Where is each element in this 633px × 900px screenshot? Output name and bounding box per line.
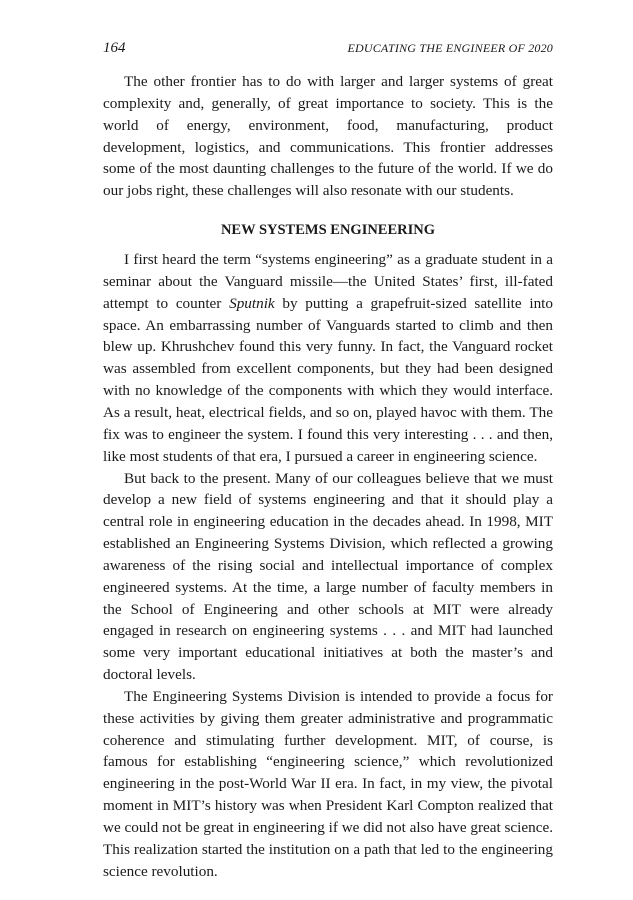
sputnik-italic: Sputnik	[229, 294, 275, 312]
page-number: 164	[103, 40, 126, 56]
paragraph-2-text-before: I first heard the term “systems engineering” as a graduate student in a seminar about the Vanguard missile—the United States’ first, ill-fated attempt to counter	[103, 251, 553, 312]
paragraph-1: The other frontier has to do with larger and larger systems of great complexity and, generally, of great importance to society. This is the world of energy, environment, food, manufacturing, product development, logistics, and communications. This frontier addresses some of the most daunting challenges to the future of the world. If we do our jobs right, these challenges will also resonate with our students.	[103, 73, 553, 200]
page-body	[103, 71, 553, 883]
section-heading: NEW SYSTEMS ENGINEERING	[220, 222, 436, 239]
paragraph-4: The Engineering Systems Division is intended to provide a focus for these activities by giving them greater administrative and programmatic coherence and stimulating further development. MIT, of course, is famous for establishing “engineering science,” which revolutionized engineering in the post-World War II era. In fact, in my view, the pivotal moment in MIT’s history was when President Karl Compton realized that we could not be great in engineering if we did not also have great science. This realization started the institution on a path that led to the engineering science revolution.	[103, 687, 553, 880]
paragraph-2-text-after: by putting a grapefruit-sized satellite into space. An embarrassing number of Vanguards started to climb and then blew up. Khrushchev found this very funny. In fact, the Vanguard rocket was assembled from excellent components, but they had been designed with no knowledge of the components with which they would interface. As a result, heat, electrical fields, and so on, played havoc with them. The fix was to engineer the system. I found this very interesting . . . and then, like most students of that era, I pursued a career in engineering science.	[103, 294, 553, 465]
running-title: EDUCATING THE ENGINEER OF 2020	[347, 41, 553, 55]
paragraph-2	[103, 249, 553, 467]
paragraph-3: But back to the present. Many of our colleagues believe that we must develop a new field of systems engineering and that it should play a central role in engineering education in the decades ahead. In 1998, MIT established an Engineering Systems Division, which reflected a growing awareness of the rising social and intellectual importance of complex engineered systems. At the time, a large number of faculty members in the School of Engineering and other schools at MIT were already engaged in research on engineering systems . . . and MIT had launched some very important educational initiatives at both the master’s and doctoral levels.	[103, 469, 553, 684]
page-header	[103, 40, 553, 56]
